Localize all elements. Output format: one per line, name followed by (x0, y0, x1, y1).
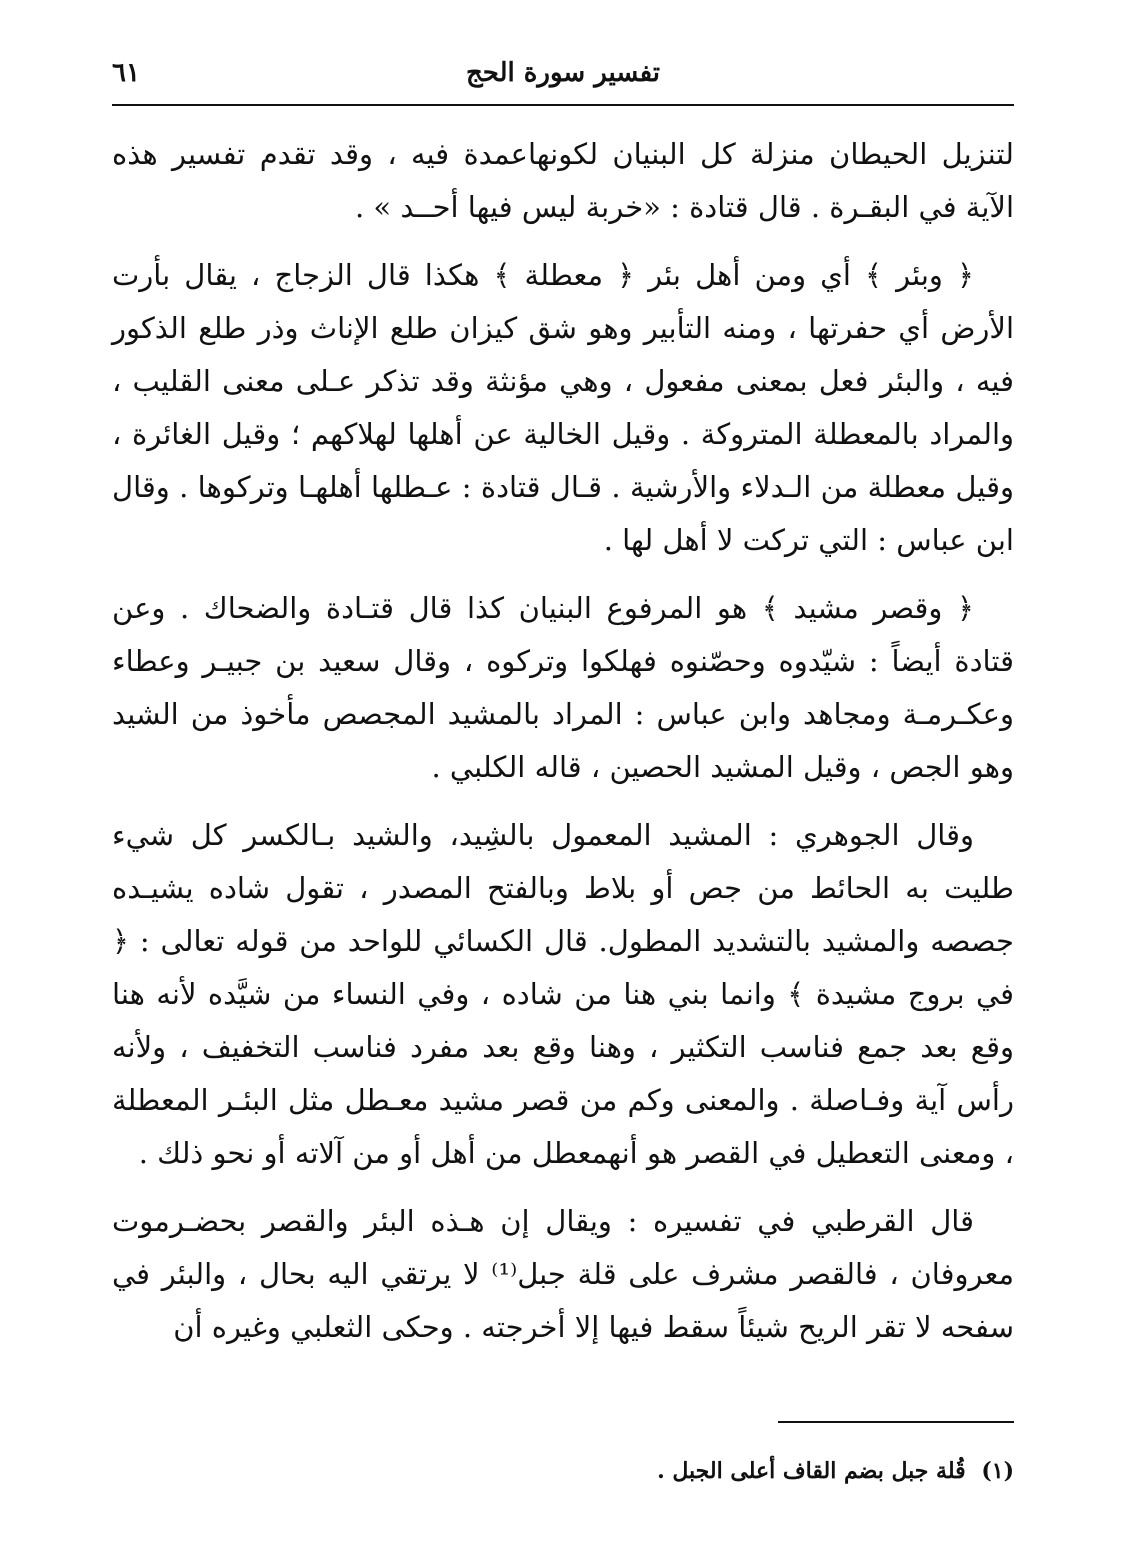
paragraph-1: لتنزيل الحيطان منزلة كل البنيان لكونهاعمدة فيه ، وقد تقدم تفسير هذه الآية في البقـرة . قال قتادة : «خربة ليس فيها أحــد » . (112, 137, 1014, 224)
footnote (112, 1456, 1014, 1486)
footnote-text: قُلة جبل بضم القاف أعلى الجبل . (657, 1458, 966, 1484)
header-divider (112, 104, 1014, 106)
page-number: ٦١ (112, 58, 140, 88)
page-header (112, 58, 1014, 98)
paragraph-3: ﴿ وقصر مشيد ﴾ هو المرفوع البنيان كذا قال قتـادة والضحاك . وعن قتادة أيضاً : شيّدوه وحصّنوه فهلكوا وتركوه ، وقال سعيد بن جبيـر وعطاء وعكـرمـة ومجاهد وابن عباس : المراد بالمشيد المجصص مأخوذ من الشيد وهو الجص ، وقيل المشيد الحصين ، قاله الكلبي . (112, 591, 1014, 784)
paragraph-5: قال القرطبي في تفسيره : ويقال إن هـذه البئر والقصر بحضـرموت معروفان ، فالقصر مشرف على قلة جبل⁽¹⁾ لا يرتقي اليه بحال ، والبئر في سفحه لا تقر الريح شيئاً سقط فيها إلا أخرجته . وحكى الثعلبي وغيره أن (112, 1204, 1015, 1344)
footnote-marker: (١) (981, 1458, 1014, 1484)
running-title: تفسير سورة الحج (466, 58, 660, 88)
paragraph-2: ﴿ وبئر ﴾ أي ومن أهل بئر ﴿ معطلة ﴾ هكذا قال الزجاج ، يقال بأرت الأرض أي حفرتها ، ومنه التأبير وهو شق كيزان طلع الإناث وذر طلع الذكور فيه ، والبئر فعل بمعنى مفعول ، وهي مؤنثة وقد تذكر عـلى معنى القليب ، والمراد بالمعطلة المتروكة . وقيل الخالية عن أهلها لهلاكهم ؛ وقيل الغائرة ، وقيل معطلة من الـدلاء والأرشية . قـال قتادة : عـطلها أهلهـا وتركوها . وقال ابن عباس : التي تركت لا أهل لها . (112, 258, 1014, 557)
footnote-divider (778, 1421, 1014, 1423)
paragraph-4: وقال الجوهري : المشيد المعمول بالشِيد، والشيد بـالكسر كل شيء طليت به الحائط من جص أو بلاط وبالفتح المصدر ، تقول شاده يشيـده جصصه والمشيد بالتشديد المطول. قال الكسائي للواحد من قوله تعالى : ﴿ في بروج مشيدة ﴾ وانما بني هنا من شاده ، وفي النساء من شيَّده لأنه هنا وقع بعد جمع فناسب التكثير ، وهنا وقع بعد مفرد فناسب التخفيف ، ولأنه رأس آية وفـاصلة . والمعنى وكم من قصر مشيد معـطل مثل البئـر المعطلة ، ومعنى التعطيل في القصر هو أنهمعطل من أهل أو من آلاته أو نحو ذلك . (112, 818, 1014, 1170)
body-text (112, 128, 1014, 1369)
